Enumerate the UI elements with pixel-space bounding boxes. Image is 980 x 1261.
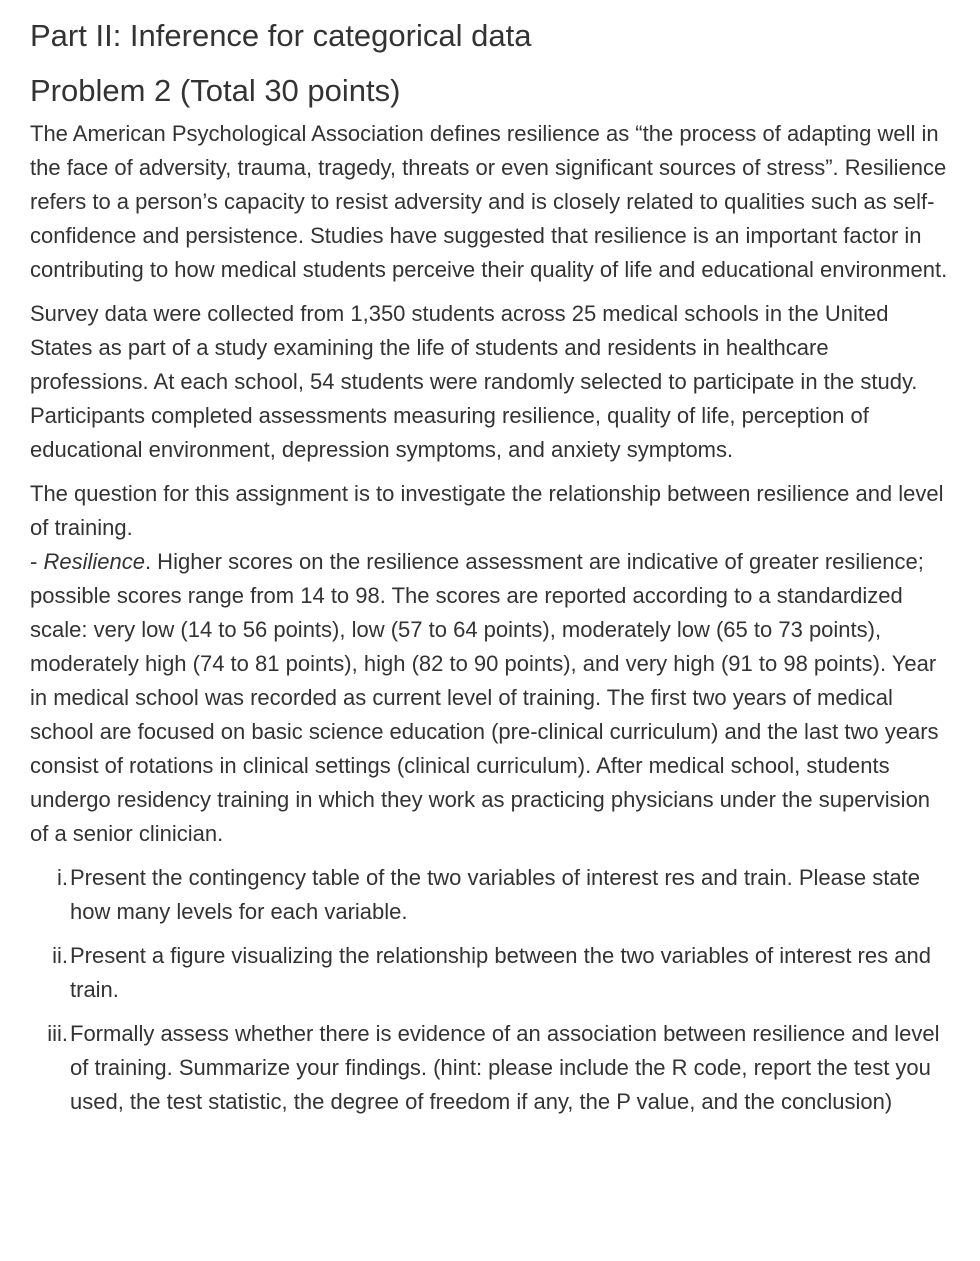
part-title: Part II: Inference for categorical data	[30, 18, 532, 53]
task-number: iii.	[47, 1021, 68, 1046]
task-number: ii.	[52, 943, 68, 968]
resilience-description: . Higher scores on the resilience assessment are indicative of greater resilience; possible scores range from 14 to 98. The scores are reported according to a standardized scale: very low (14 to 56 points), low (57 to 64 points), moderately low (65 to 73 points), moderately high (74 to 81 points), high (82 to 90 points), and very high (91 to 98 points). Year in medical school was recorded as current level of training. The first two years of medical school are focused on basic science education (pre-clinical curriculum) and the last two years consist of rotations in clinical settings (clinical curriculum). After medical school, students undergo residency training in which they work as practicing physicians under the supervision of a senior clinician.	[30, 549, 939, 846]
task-list	[30, 861, 950, 1119]
problem-title: Problem 2 (Total 30 points)	[30, 73, 401, 108]
resilience-term: Resilience	[43, 549, 145, 574]
question-paragraph	[30, 477, 950, 851]
resilience-dash: -	[30, 549, 44, 574]
task-number: i.	[57, 865, 68, 890]
task-item	[30, 861, 950, 929]
survey-paragraph: Survey data were collected from 1,350 students across 25 medical schools in the United States as part of a study examining the life of students and residents in healthcare professions. At each school, 54 students were randomly selected to participate in the study. Participants completed assessments measuring resilience, quality of life, perception of educational environment, depression symptoms, and anxiety symptoms.	[30, 301, 918, 462]
task-item	[30, 1017, 950, 1119]
task-text: Formally assess whether there is evidence of an association between resilience and level of training. Summarize your findings. (hint: please include the R code, report the test you used, the test statistic, the degree of freedom if any, the P value, and the conclusion)	[70, 1021, 940, 1114]
task-text: Present a figure visualizing the relationship between the two variables of interest res and train.	[70, 943, 931, 1002]
task-item	[30, 939, 950, 1007]
intro-paragraph: The American Psychological Association defines resilience as “the process of adapting well in the face of adversity, trauma, tragedy, threats or even significant sources of stress”. Resilience refers to a person’s capacity to resist adversity and is closely related to qualities such as self-confidence and persistence. Studies have suggested that resilience is an important factor in contributing to how medical students perceive their quality of life and educational environment.	[30, 121, 948, 282]
document-page	[0, 18, 980, 1119]
question-text: The question for this assignment is to investigate the relationship between resilience and level of training.	[30, 481, 944, 540]
task-text: Present the contingency table of the two variables of interest res and train. Please state how many levels for each variable.	[70, 865, 920, 924]
